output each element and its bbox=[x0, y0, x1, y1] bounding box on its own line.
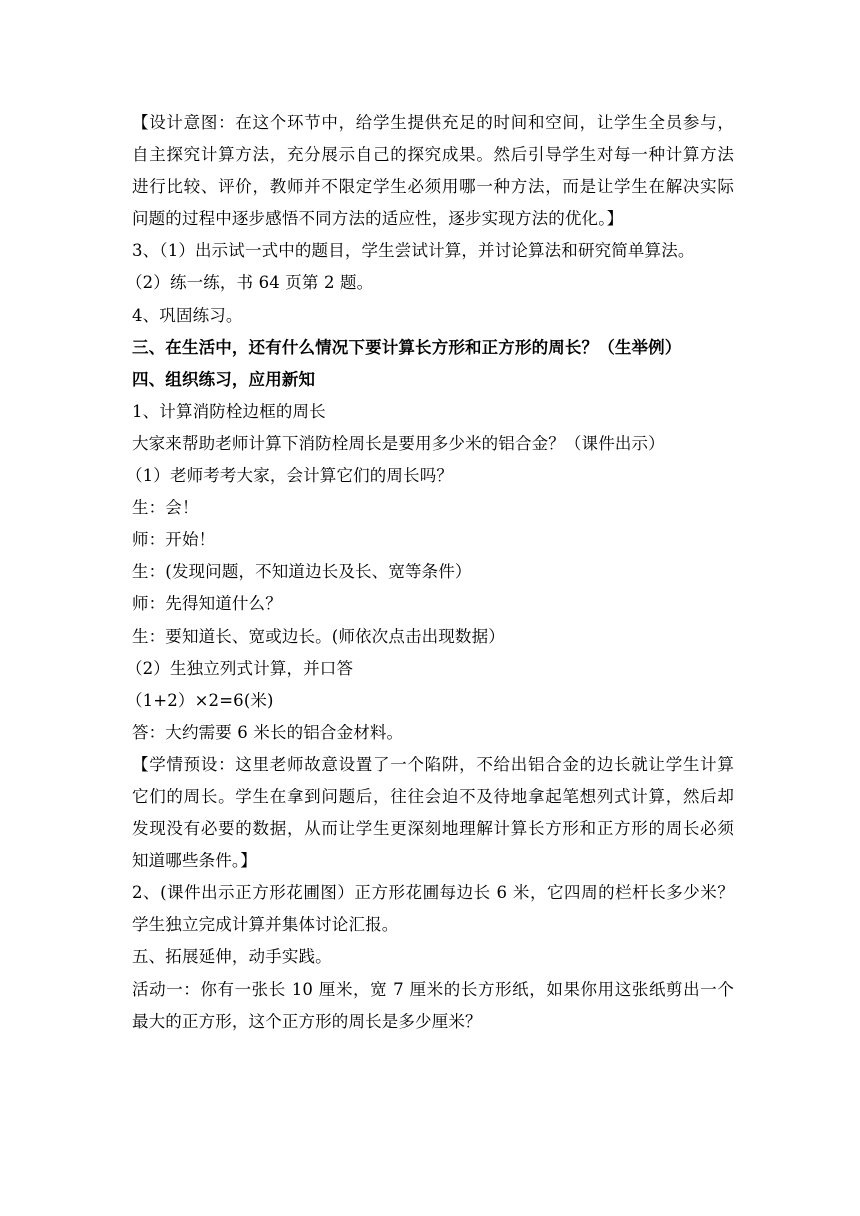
design-intent-paragraph-line-3: 进行比较、评价，教师并不限定学生必须用哪一种方法，而是让学生在解决实际 bbox=[132, 177, 734, 197]
dialogue-line: 生：要知道长、宽或边长。(师依次点击出现数据） bbox=[132, 626, 505, 646]
learning-preset-paragraph-line-3: 发现没有必要的数据，从而让学生更深刻地理解计算长方形和正方形的周长必须 bbox=[132, 819, 734, 839]
document-page bbox=[126, 107, 734, 1038]
step-3-item-2: （2）练一练，书 64 页第 2 题。 bbox=[126, 273, 374, 293]
learning-preset-paragraph-line-4: 知道哪些条件。】 bbox=[132, 851, 257, 871]
section-5-heading: 五、拓展延伸，动手实践。 bbox=[132, 947, 332, 967]
exercise-1-question-1: （1）老师考考大家，会计算它们的周长吗？ bbox=[126, 466, 453, 486]
exercise-2-prompt-line-1: 2、(课件出示正方形花圃图）正方形花圃每边长 6 米，它四周的栏杆长多少米？ bbox=[132, 883, 734, 903]
dialogue-line: 师：开始！ bbox=[132, 530, 216, 550]
exercise-1-prompt: 大家来帮助老师计算下消防栓周长是要用多少米的铝合金？（课件出示） bbox=[132, 433, 665, 453]
section-3-heading: 三、在生活中，还有什么情况下要计算长方形和正方形的周长？（生举例） bbox=[132, 337, 682, 357]
design-intent-paragraph-line-4: 问题的过程中逐步感悟不同方法的适应性，逐步实现方法的优化。】 bbox=[132, 209, 624, 229]
section-4-heading: 四、组织练习，应用新知 bbox=[132, 369, 316, 389]
dialogue-line: 师：先得知道什么？ bbox=[132, 594, 282, 614]
exercise-1-title: 1、计算消防栓边框的周长 bbox=[132, 401, 326, 421]
learning-preset-paragraph-line-1: 【学情预设：这里老师故意设置了一个陷阱，不给出铝合金的边长就让学生计算 bbox=[132, 754, 734, 774]
exercise-1-question-2: （2）生独立列式计算，并口答 bbox=[126, 658, 354, 678]
step-4-consolidate: 4、巩固练习。 bbox=[132, 305, 243, 325]
answer-line: 答：大约需要 6 米长的铝合金材料。 bbox=[132, 722, 404, 742]
calculation-formula: （1+2）×2=6(米) bbox=[126, 690, 274, 710]
exercise-2-prompt-line-2: 学生独立完成计算并集体讨论汇报。 bbox=[132, 915, 399, 935]
activity-1-line-1: 活动一：你有一张长 10 厘米，宽 7 厘米的长方形纸，如果你用这张纸剪出一个 bbox=[132, 979, 734, 999]
design-intent-paragraph-line-2: 自主探究计算方法，充分展示自己的探究成果。然后引导学生对每一种计算方法 bbox=[132, 145, 734, 165]
dialogue-line: 生：会！ bbox=[132, 498, 199, 518]
step-3-item-1: 3、（1）出示试一式中的题目，学生尝试计算，并讨论算法和研究简单算法。 bbox=[132, 241, 695, 261]
design-intent-paragraph-line-1: 【设计意图：在这个环节中，给学生提供充足的时间和空间，让学生全员参与， bbox=[132, 113, 734, 132]
learning-preset-paragraph-line-2: 它们的周长。学生在拿到问题后，往往会迫不及待地拿起笔想列式计算，然后却 bbox=[132, 786, 734, 806]
activity-1-line-2: 最大的正方形，这个正方形的周长是多少厘米？ bbox=[132, 1011, 482, 1031]
dialogue-line: 生：(发现问题，不知道边长及长、宽等条件） bbox=[132, 562, 472, 582]
